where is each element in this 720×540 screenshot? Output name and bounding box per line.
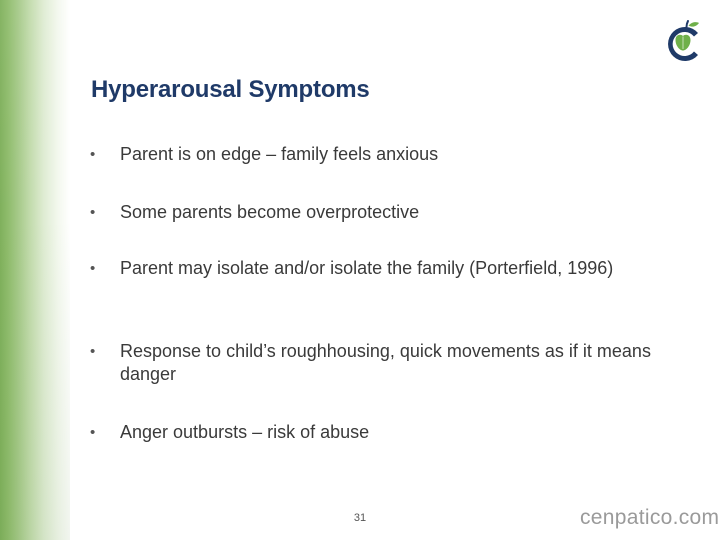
bullet-dot-icon: •: [90, 260, 96, 277]
bullet-dot-icon: •: [90, 146, 96, 163]
bullet-text: Response to child’s roughhousing, quick movements as if it means danger: [120, 341, 651, 384]
bullet-text: Parent is on edge – family feels anxious: [120, 144, 439, 164]
bullet-dot-icon: •: [90, 424, 96, 441]
bullet-text: Some parents become overprotective: [120, 202, 420, 222]
bullet-item: [88, 257, 668, 280]
footer-brand: cenpatico.com: [580, 506, 720, 529]
page-number: 31: [353, 512, 367, 524]
bullet-item: [88, 143, 668, 166]
slide-title: Hyperarousal Symptoms: [91, 76, 370, 103]
bullet-text: Anger outbursts – risk of abuse: [120, 422, 370, 442]
bullet-dot-icon: •: [90, 343, 96, 360]
cenpatico-logo-icon: [664, 18, 706, 62]
bullet-item: [88, 340, 668, 386]
green-gradient-sidebar: [0, 0, 70, 540]
bullet-text: Parent may isolate and/or isolate the family (Porterfield, 1996): [120, 258, 614, 278]
bullet-item: [88, 201, 668, 224]
bullet-item: [88, 421, 668, 444]
bullet-dot-icon: •: [90, 204, 96, 221]
